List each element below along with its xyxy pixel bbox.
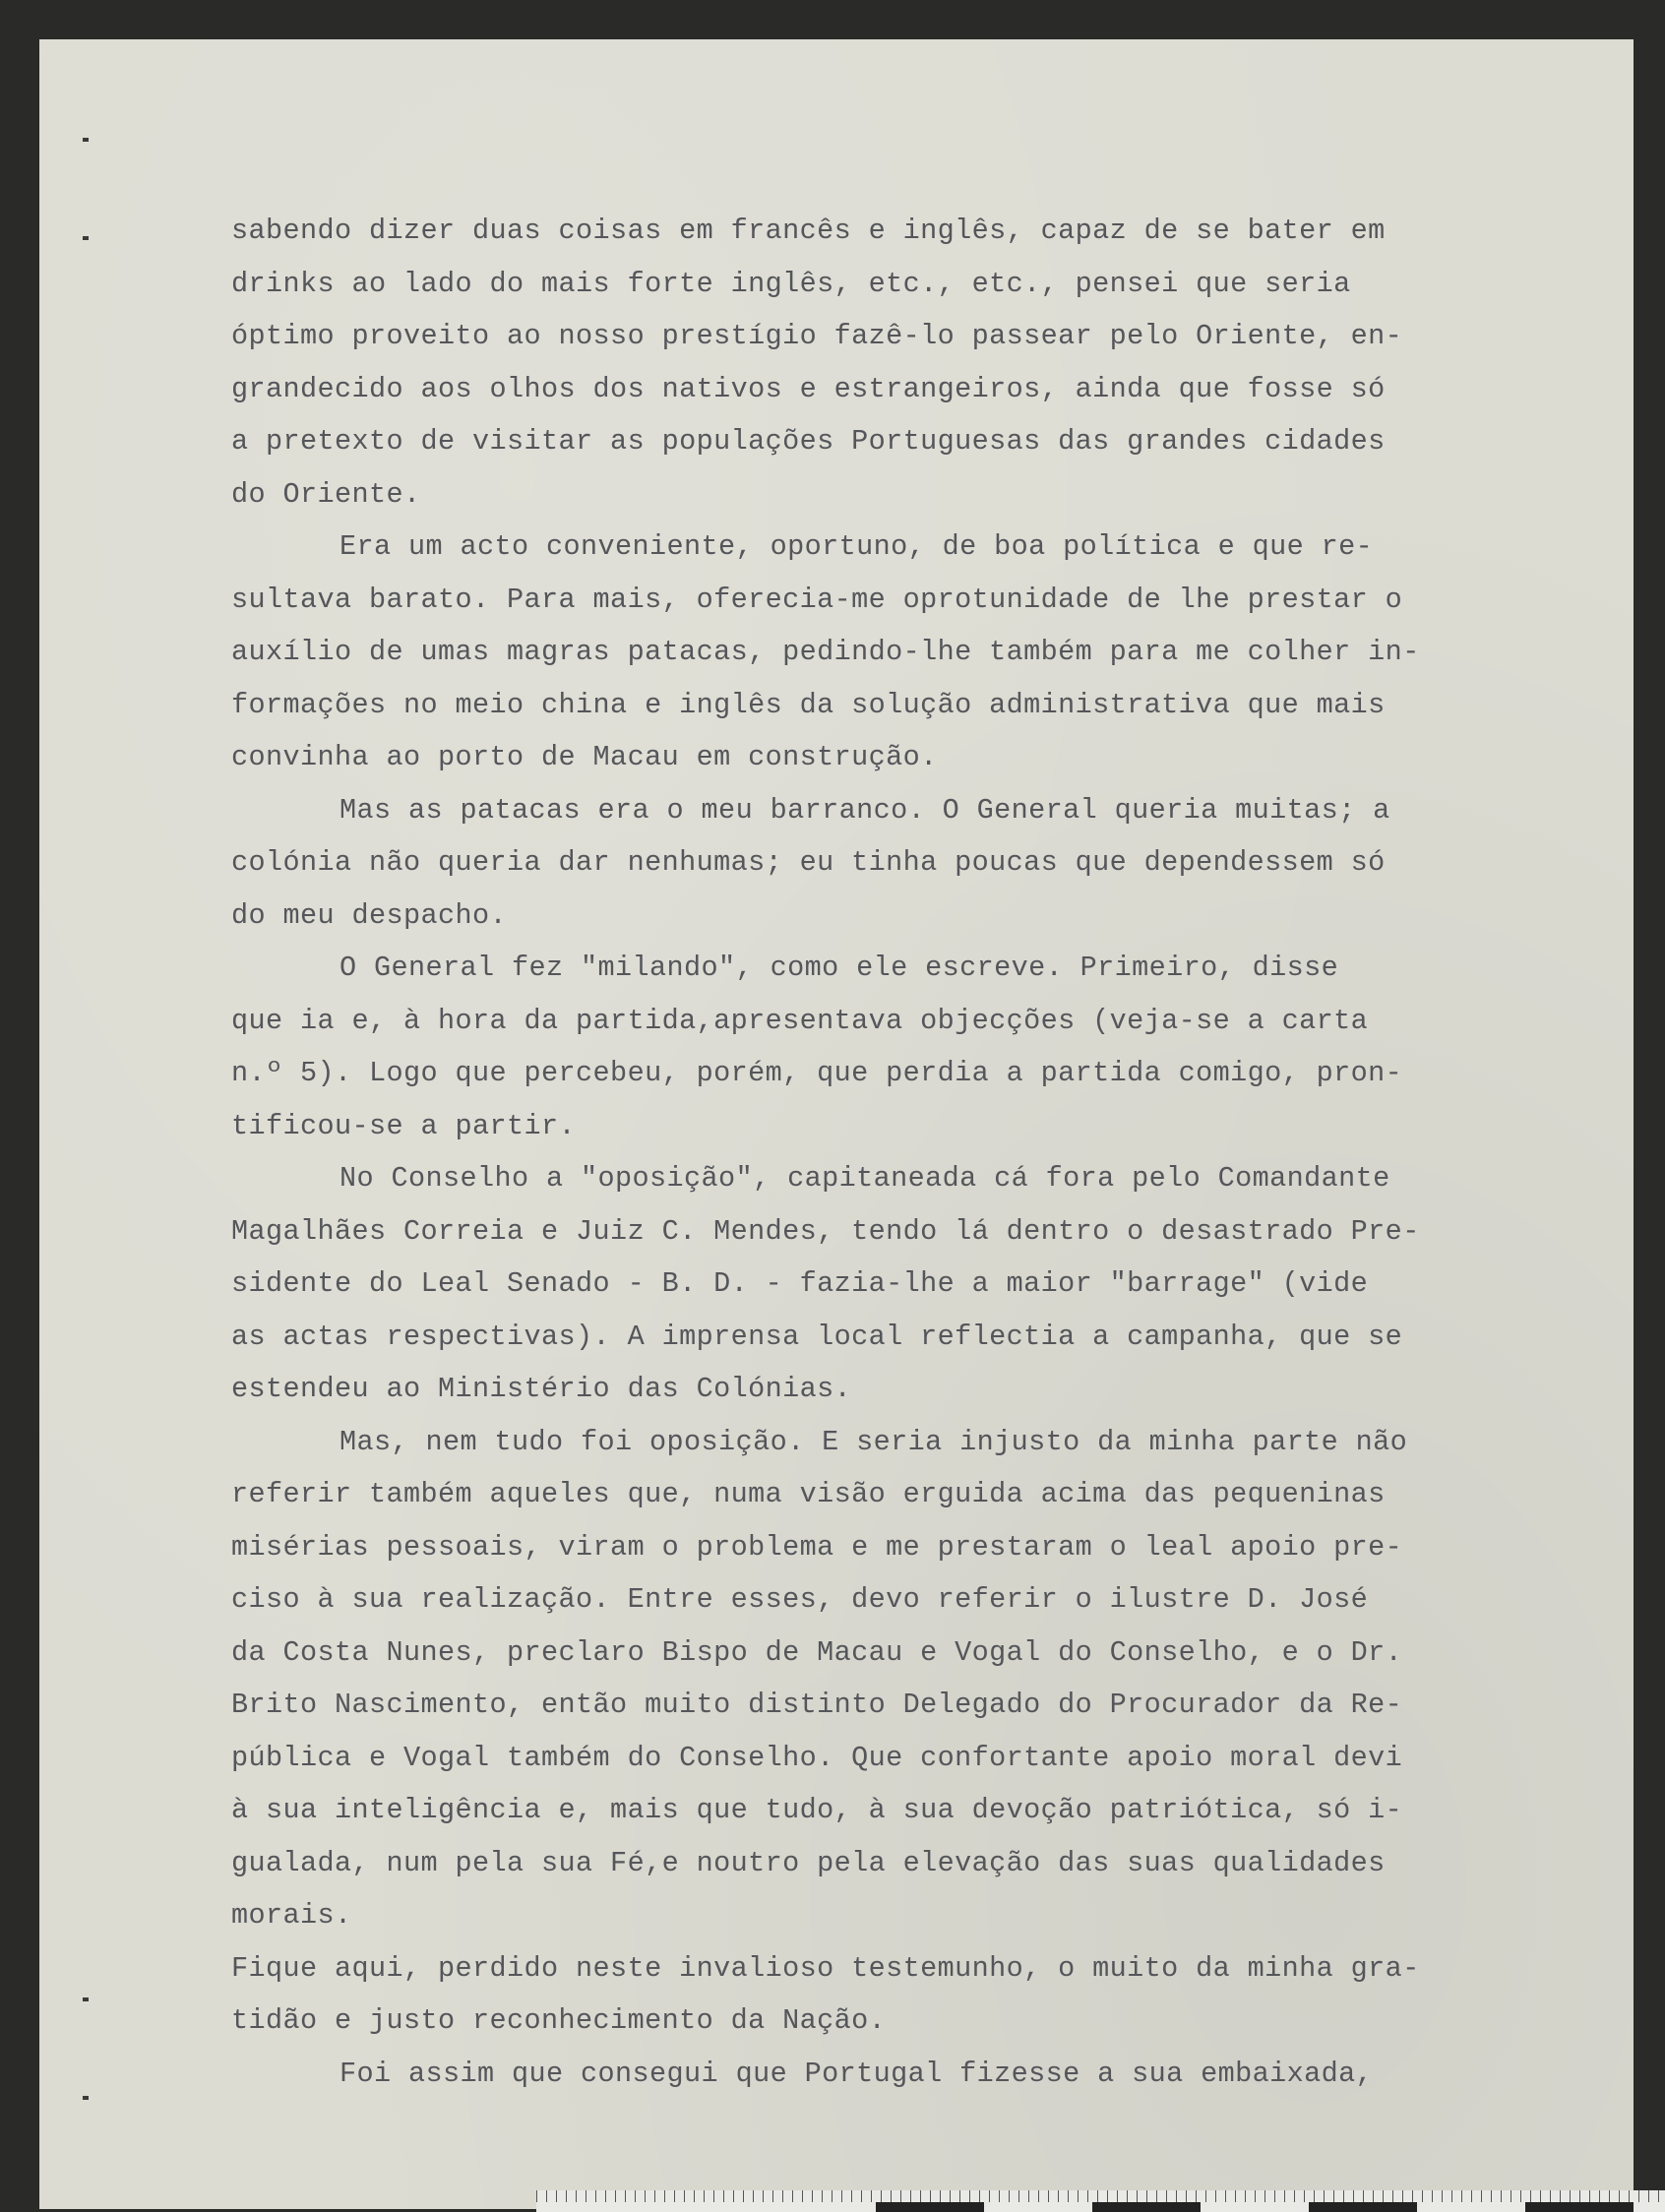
text-line: Fique aqui, perdido neste invalioso testemunho, o muito da minha gra- [231,1951,1420,1985]
text-line: pública e Vogal também do Conselho. Que confortante apoio moral devi [231,1741,1403,1774]
text-line: do Oriente. [231,477,421,511]
ruler-segment [1309,2202,1417,2212]
ruler-segment [1525,2202,1634,2212]
ruler-segment [876,2202,984,2212]
scale-ruler [536,2190,1665,2212]
text-line: óptimo proveito ao nosso prestígio fazê-lo passear pelo Oriente, en- [231,320,1403,352]
text-line: misérias pessoais, viram o problema e me prestaram o leal apoio pre- [231,1530,1403,1564]
ruler-ticks [536,2190,1665,2202]
text-line: grandecido aos olhos dos nativos e estrangeiros, ainda que fosse só [231,372,1386,405]
text-line: gualada, num pela sua Fé,e noutro pela elevação das suas qualidades [231,1846,1386,1879]
text-line: Brito Nascimento, então muito distinto Delegado do Procurador da Re- [231,1689,1403,1721]
paragraph-first-line: Mas, nem tudo foi oposição. E seria injusto da minha parte não [339,1425,1408,1458]
ruler-segment [1092,2202,1201,2212]
text-line: convinha ao porto de Macau em construção. [231,741,938,773]
paper-sheet [39,39,1634,2209]
text-line: à sua inteligência e, mais que tudo, à sua devoção patriótica, só i- [231,1794,1403,1826]
paragraph-first-line: Foi assim que consegui que Portugal fizesse a sua embaixada, [339,2057,1374,2090]
text-line: referir também aqueles que, numa visão erguida acima das pequeninas [231,1478,1386,1510]
text-line: Magalhães Correia e Juiz C. Mendes, tendo lá dentro o desastrado Pre- [231,1214,1420,1248]
text-line: drinks ao lado do mais forte inglês, etc., etc., pensei que seria [231,267,1351,300]
text-line: sidente do Leal Senado - B. D. - fazia-lhe a maior "barrage" (vide [231,1267,1369,1300]
punch-mark [83,236,89,240]
paragraph-first-line: Era um acto conveniente, oportuno, de boa política e que re- [339,530,1374,563]
text-line: do meu despacho. [231,898,508,932]
text-line: tificou-se a partir. [231,1109,577,1142]
text-line: n.º 5). Logo que percebeu, porém, que perdia a partida comigo, pron- [231,1057,1403,1089]
paragraph-first-line: O General fez "milando", como ele escreve. Primeiro, disse [339,952,1339,984]
text-line: sultava barato. Para mais, oferecia-me oprotunidade de lhe prestar o [231,583,1403,616]
text-line: formações no meio china e inglês da solução administrativa que mais [231,688,1386,721]
paragraph-first-line: Mas as patacas era o meu barranco. O General queria muitas; a [339,793,1390,827]
typed-text-block [231,205,1609,2100]
punch-mark [83,2096,89,2100]
text-line: a pretexto de visitar as populações Portuguesas das grandes cidades [231,425,1386,458]
punch-mark [83,1997,89,2001]
text-line: morais. [231,1899,352,1932]
text-line: auxílio de umas magras patacas, pedindo-lhe também para me colher in- [231,636,1420,668]
paragraph-first-line: No Conselho a "oposição", capitaneada cá fora pelo Comandante [339,1162,1390,1195]
text-line: da Costa Nunes, preclaro Bispo de Macau e Vogal do Conselho, e o Dr. [231,1635,1403,1669]
punch-mark [83,138,89,142]
text-line: tidão e justo reconhecimento da Nação. [231,2004,887,2037]
text-line: as actas respectivas). A imprensa local reflectia a campanha, que se [231,1320,1403,1353]
text-line: colónia não queria dar nenhumas; eu tinha poucas que dependessem só [231,846,1386,879]
text-line: sabendo dizer duas coisas em francês e inglês, capaz de se bater em [231,215,1386,247]
text-line: que ia e, à hora da partida,apresentava objecções (veja-se a carta [231,1004,1369,1037]
text-line: ciso à sua realização. Entre esses, devo referir o ilustre D. José [231,1583,1369,1616]
text-line: estendeu ao Ministério das Colónias. [231,1373,852,1405]
